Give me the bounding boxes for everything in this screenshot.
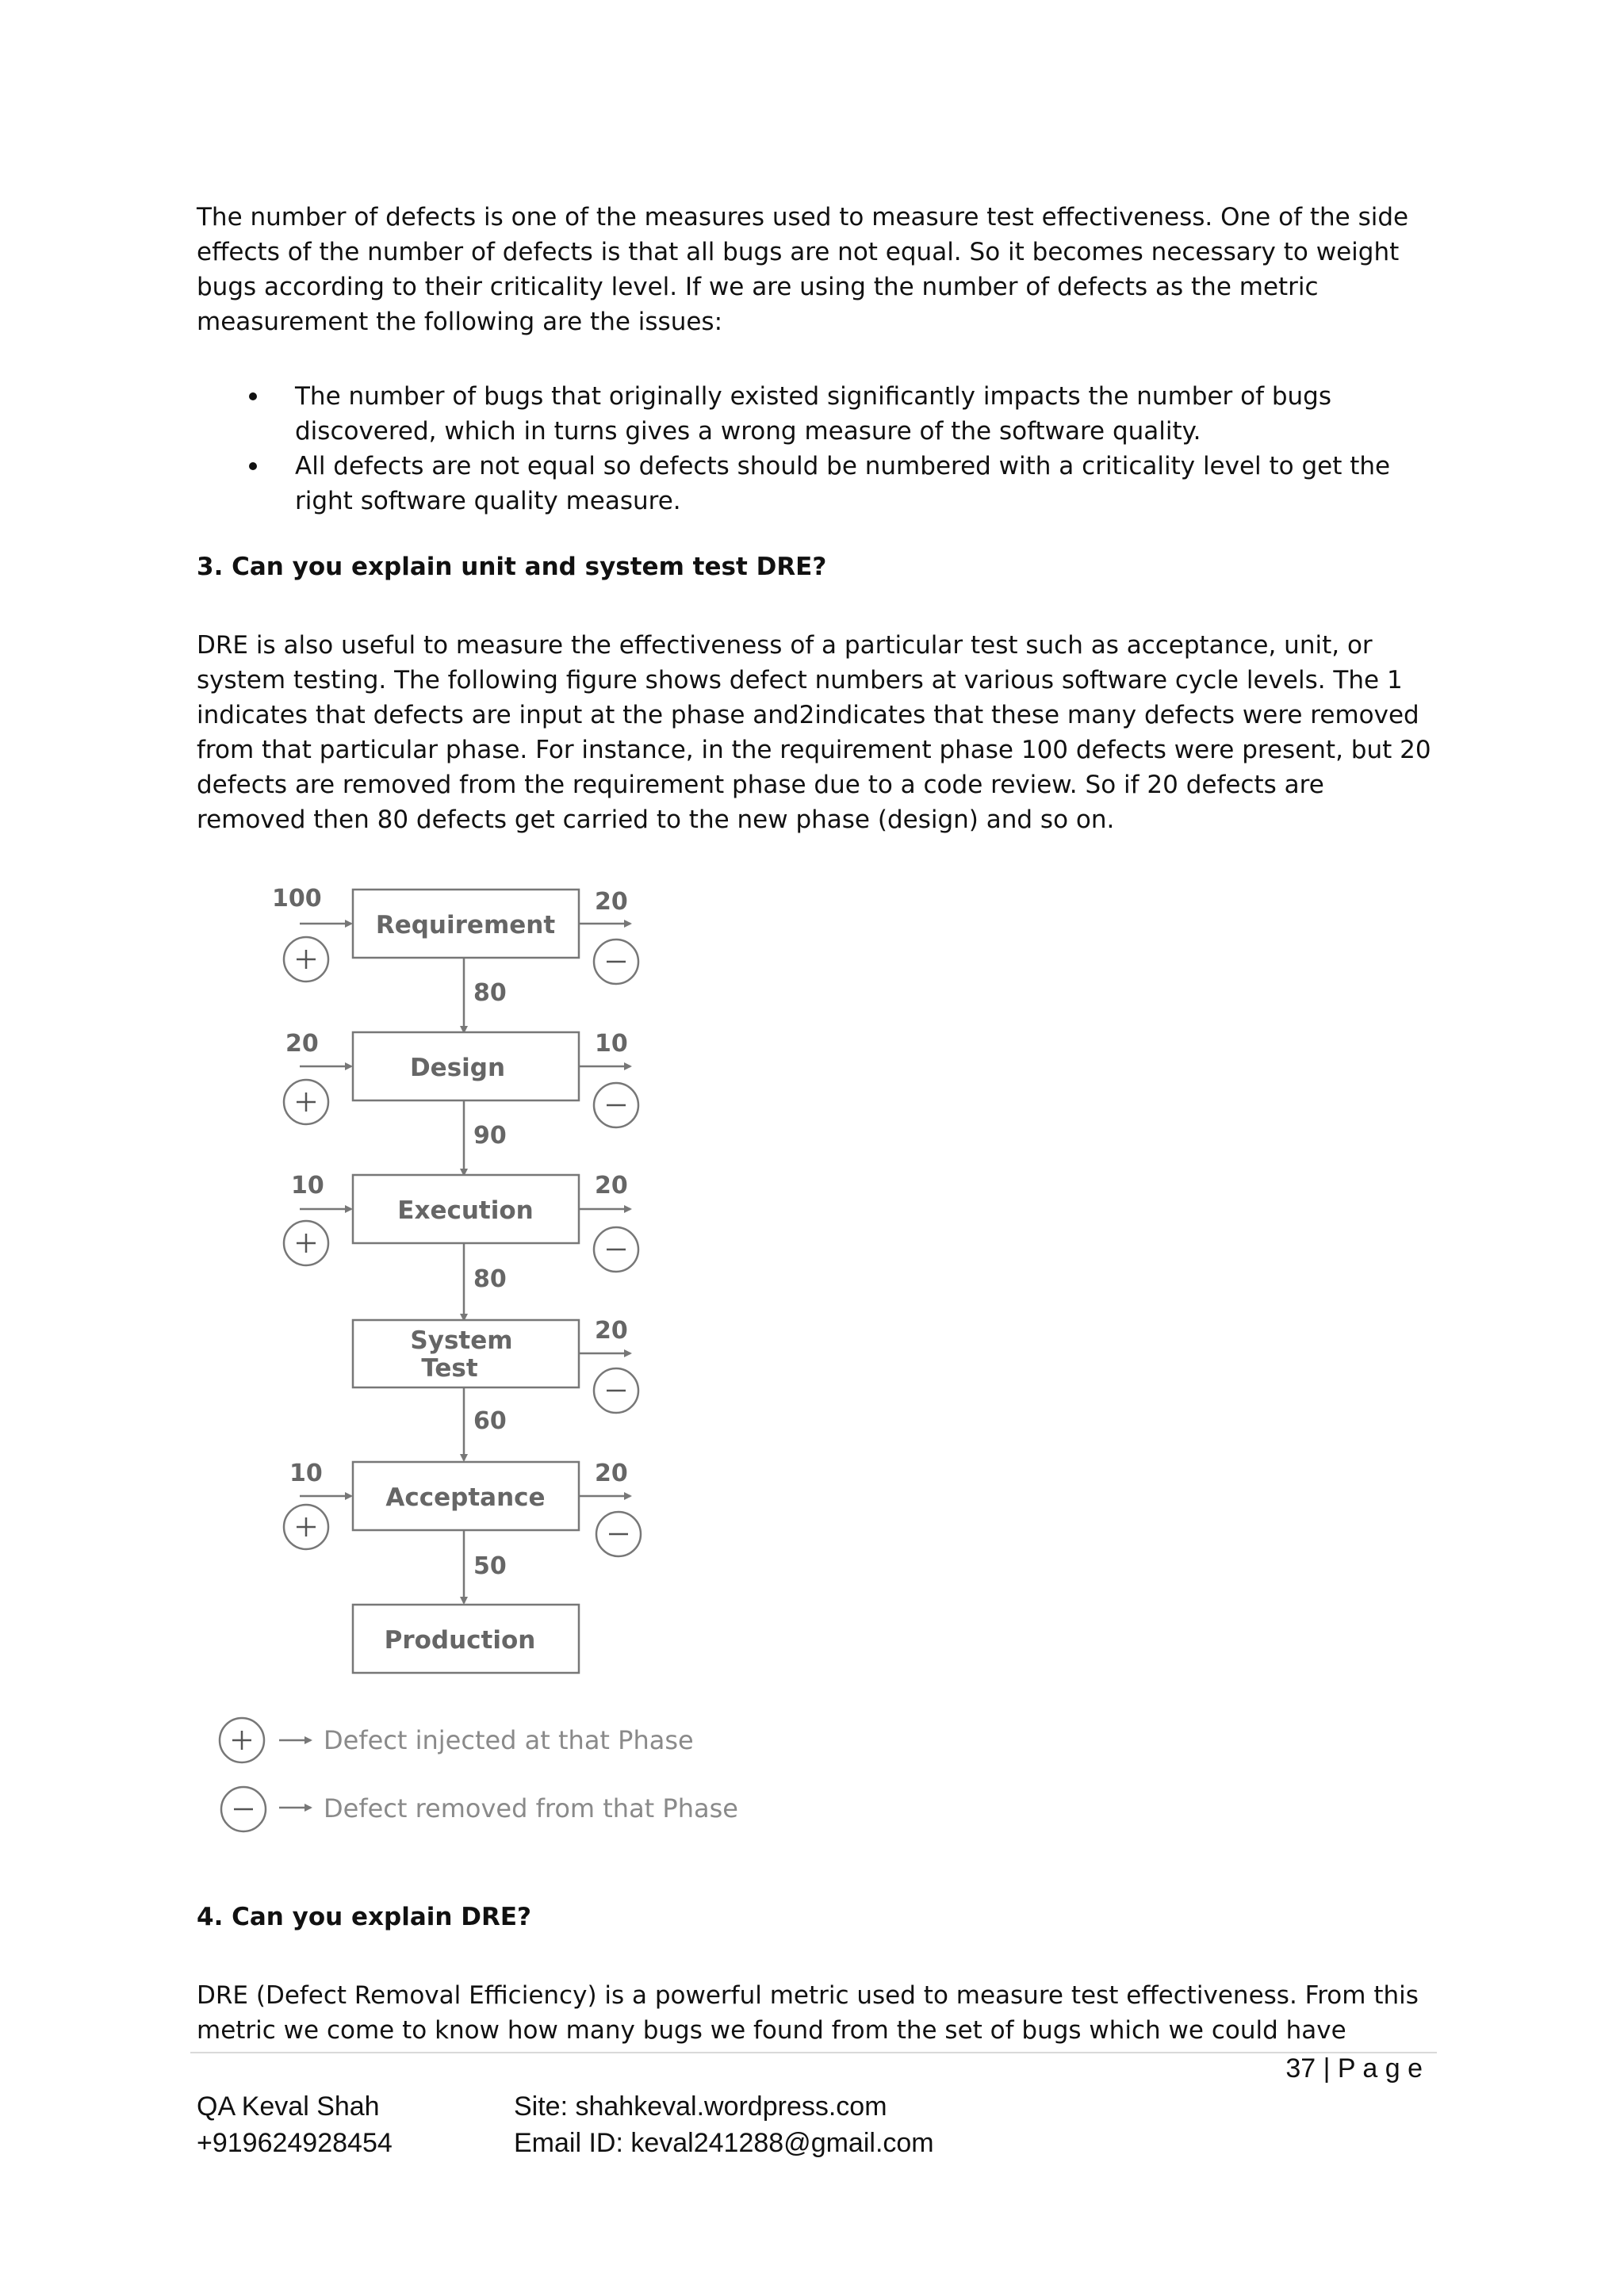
plus-icon — [220, 1718, 264, 1762]
section-3-heading: 3. Can you explain unit and system test DRE? — [197, 553, 827, 581]
section-4-heading: 4. Can you explain DRE? — [197, 1903, 532, 1931]
page-number: 37 | P a g e — [1285, 2053, 1423, 2084]
plus-icon — [284, 1080, 328, 1124]
footer-email: Email ID: keval241288@gmail.com — [514, 2128, 934, 2158]
list-item: All defects are not equal so defects should be numbered with a criticality level to get the right software quality measure. — [197, 449, 1434, 519]
minus-icon — [596, 1512, 641, 1556]
injected-arrows — [300, 924, 351, 1496]
plus-icon — [284, 1221, 328, 1265]
svg-text:Design: Design — [409, 1054, 506, 1082]
carried-value: 60 — [473, 1407, 507, 1435]
bullet-icon — [249, 462, 257, 470]
section-4-paragraph: DRE (Defect Removal Efficiency) is a powerful metric used to measure test effectiveness. From this metric we come to know how many bugs we found from the set of bugs which we could have — [197, 1981, 1419, 2045]
removed-value: 20 — [595, 1317, 628, 1345]
svg-text:Acceptance: Acceptance — [385, 1483, 546, 1512]
list-item: The number of bugs that originally existed significantly impacts the number of bugs discovered, which in turns gives a wrong measure of the software quality. — [197, 379, 1434, 449]
injected-value: 10 — [289, 1460, 323, 1487]
bullet-icon — [249, 392, 257, 400]
legend-injected — [220, 1718, 694, 1762]
minus-icon — [594, 1083, 638, 1127]
svg-text:System: System — [410, 1326, 513, 1355]
phase-box-requirement — [353, 890, 579, 958]
removed-value: 10 — [595, 1030, 628, 1058]
plus-icon — [284, 937, 328, 982]
footer-divider — [190, 2052, 1437, 2053]
svg-text:Execution: Execution — [397, 1196, 534, 1225]
svg-text:Requirement: Requirement — [375, 911, 556, 939]
phase-box-execution — [353, 1175, 579, 1243]
svg-text:Test: Test — [421, 1354, 478, 1383]
removed-value: 20 — [595, 1172, 628, 1200]
injected-value: 100 — [272, 885, 322, 913]
phase-box-design — [353, 1032, 579, 1100]
svg-text:Production: Production — [384, 1626, 536, 1655]
minus-icon — [221, 1787, 266, 1831]
minus-icon — [594, 1368, 638, 1413]
removed-value: 20 — [595, 888, 628, 916]
issues-list — [197, 379, 1434, 519]
plus-icon — [284, 1505, 328, 1549]
phase-box-production — [353, 1605, 579, 1673]
phase-box-system-test — [353, 1320, 579, 1387]
footer-author: QA Keval Shah — [197, 2091, 380, 2122]
minus-icon — [594, 1227, 638, 1272]
footer-phone: +919624928454 — [197, 2128, 393, 2158]
legend-removed — [221, 1787, 738, 1831]
svg-text:Defect removed from that Phase: Defect removed from that Phase — [324, 1793, 738, 1823]
section-3-paragraph: DRE is also useful to measure the effectiveness of a particular test such as acceptance, unit, or system testing. The following figure shows defect numbers at various software cycle levels. The 1 indicates that defects are input at the phase and2indicates that these many defects were removed from that particular phase. For instance, in the requirement phase 100 defects were present, but 20 defects are removed from the requirement phase due to a code review. So if 20 defects are removed then 80 defects get carried to the new phase (design) and so on. — [197, 631, 1431, 834]
carried-value: 80 — [473, 1265, 507, 1293]
intro-paragraph: The number of defects is one of the measures used to measure test effectiveness. One of the side effects of the number of defects is that all bugs are not equal. So it becomes necessary to weight bugs according to their criticality level. If we are using the number of defects as the metric measurement the following are the issues: — [197, 203, 1409, 336]
carried-value: 90 — [473, 1122, 507, 1150]
dre-phase-diagram — [190, 864, 793, 1847]
injected-value: 10 — [291, 1172, 324, 1200]
svg-text:Defect injected at that Phase: Defect injected at that Phase — [324, 1725, 694, 1755]
carried-value: 50 — [473, 1552, 507, 1580]
carried-value: 80 — [473, 979, 507, 1007]
phase-box-acceptance — [353, 1462, 579, 1530]
footer-site: Site: shahkeval.wordpress.com — [514, 2091, 887, 2122]
injected-value: 20 — [285, 1030, 319, 1058]
minus-icon — [594, 939, 638, 984]
removed-value: 20 — [595, 1460, 628, 1487]
